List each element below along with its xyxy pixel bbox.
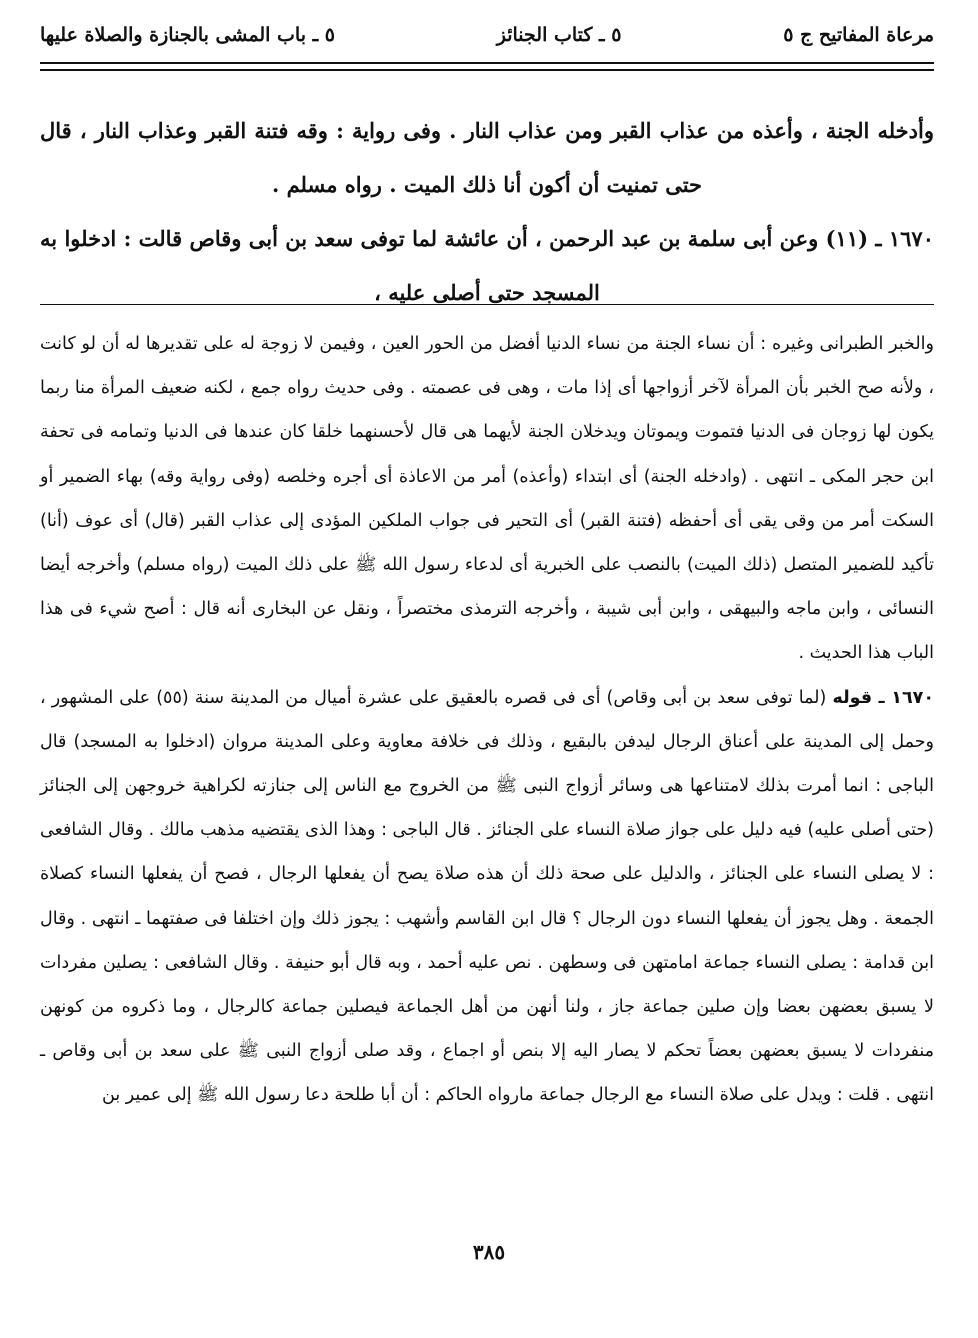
hadith-text bbox=[40, 104, 934, 320]
header-book-title: مرعاة المفاتيح ج ٥ bbox=[783, 24, 934, 46]
commentary bbox=[40, 322, 934, 1118]
hadith-continuation: وأدخله الجنة ، وأعذه من عذاب القبر ومن عذاب النار . وفى رواية : وقه فتنة القبر وعذاب النار ، قال حتى تمنيت أن أكون أنا ذلك الميت . رواه مسلم . bbox=[40, 118, 934, 197]
header-bab: ٥ ـ باب المشى بالجنازة والصلاة عليها bbox=[40, 24, 335, 46]
commentary-lead: ١٦٧٠ ـ قوله bbox=[832, 687, 935, 708]
header-double-rule bbox=[40, 62, 934, 71]
commentary-paragraph-1: والخبر الطبرانى وغيره : أن نساء الجنة من نساء الدنيا أفضل من الحور العين ، وفيمن لا زوجة له على تقديرها له أن لو كانت ، ولأنه صح الخبر بأن المرأة لآخر أزواجها أى إذا مات ، وهى فى عصمته . وفى حديث رواه جمع ، لكنه ضعيف المرأة منا ربما يكون لها زوجان فى الدنيا فتموت ويموتان ويدخلان الجنة لأيهما هى قال لأحسنهما خلقا كان عندها فى الدنيا وتمامه فى تحفة ابن حجر المكى ـ انتهى . (وادخله الجنة) أى ابتداء (وأعذه) أمر من الاعاذة أى أجره وخلصه (وفى رواية وقه) بهاء الضمير أو السكت أمر من وقى يقى أى أحفظه (فتنة القبر) أى التحير فى جواب الملكين المؤدى إلى عذاب القبر (قال) أى عوف (أنا) تأكيد للضمير المتصل (ذلك الميت) بالنصب على الخبرية أى لدعاء رسول الله ﷺ على ذلك الميت (رواه مسلم) وأخرجه أيضا النسائى ، وابن ماجه والبيهقى ، وابن أبى شيبة ، وأخرجه الترمذى مختصراً ، ونقل عن البخارى أنه قال : أصح شيء فى هذا الباب هذا الحديث . bbox=[40, 334, 934, 664]
header-kitab: ٥ ـ كتاب الجنائز bbox=[496, 24, 622, 46]
commentary-paragraph-2-text: (لما توفى سعد بن أبى وقاص) أى فى قصره بالعقيق على عشرة أميال من المدينة سنة (٥٥) على المشهور ، وحمل إلى المدينة على أعناق الرجال ليدفن بالبقيع ، وذلك فى خلافة معاوية وعلى المدينة مروان (ادخلوا به المسجد) قال الباجى : انما أمرت بذلك لامتناعها هى وسائر أزواج النبى ﷺ من الخروج مع الناس إلى جنازته لكراهية خروجهن إلى الجنائز (حتى أصلى عليه) فيه دليل على جواز صلاة النساء على الجنائز . قال الباجى : وهذا الذى يقتضيه مذهب مالك . وقال الشافعى : لا يصلى النساء على الجنائز ، والدليل على صحة ذلك أن هذه صلاة يصح أن يفعلها الرجال ، فصح أن يفعلها النساء كصلاة الجمعة . وهل يجوز أن يفعلها النساء دون الرجال ؟ قال ابن القاسم وأشهب : يجوز ذلك وإن اختلفا فى صفتهما ـ انتهى . وقال ابن قدامة : يصلى النساء جماعة امامتهن فى وسطهن . نص عليه أحمد ، وبه قال أبو حنيفة . وقال الشافعى : يصلين مفردات لا يسبق بعضهن بعضا وإن صلين جماعة جاز ، ولنا أنهن من أهل الجماعة فيصلين جماعة كالرجال ، وما ذكروه من كونهن منفردات لا يسبق بعضهن بعضاً تحكم لا يصار اليه إلا بنص أو اجماع ، وقد صلى أزواج النبى ﷺ على سعد بن أبى وقاص ـ انتهى . قلت : ويدل على صلاة النساء مع الرجال جماعة مارواه الحاكم : أن أبا طلحة دعا رسول الله ﷺ إلى عمير بن bbox=[40, 687, 934, 1106]
running-header bbox=[40, 14, 934, 56]
commentary-paragraph-2 bbox=[40, 676, 934, 1118]
page-number: ٣٨٥ bbox=[472, 1240, 506, 1264]
hadith-1670: ١٦٧٠ ـ (١١) وعن أبى سلمة بن عبد الرحمن ، أن عائشة لما توفى سعد بن أبى وقاص قالت : ادخلوا به المسجد حتى أصلى عليه ، bbox=[40, 226, 934, 305]
commentary-separator bbox=[40, 304, 934, 305]
